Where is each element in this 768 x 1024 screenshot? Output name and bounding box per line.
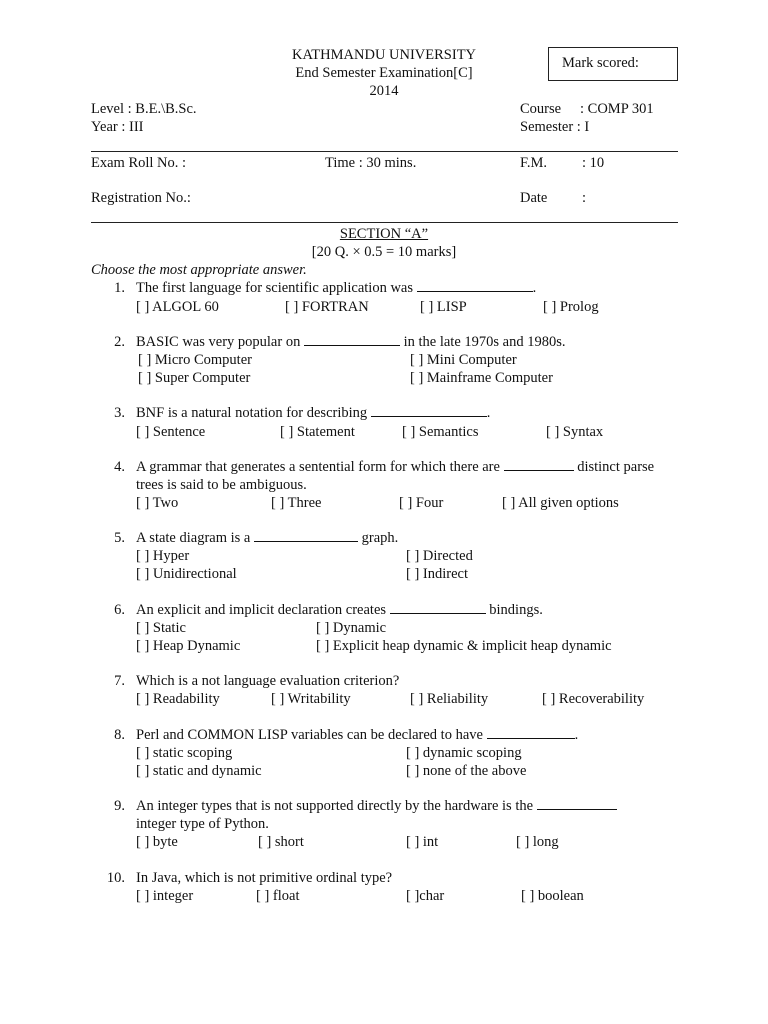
answer-option-checkbox[interactable]: [ ] int [406,834,439,850]
question-stem: The first language for scientific application was [136,280,414,296]
answer-option-checkbox[interactable]: [ ]char [406,888,445,904]
fm-label: F.M. [520,155,548,171]
question-stem-end: . [532,280,537,296]
answer-option-checkbox[interactable]: [ ] Dynamic [316,620,387,636]
date-label: Date [520,190,548,206]
divider-bottom [91,222,678,223]
question-text [136,529,398,547]
answer-option-checkbox[interactable]: [ ] Semantics [402,424,479,440]
fm-value: : 10 [582,155,605,171]
exam-roll-label: Exam Roll No. : [91,155,187,171]
course-value: : COMP 301 [580,101,654,117]
question-stem-end: . [574,727,579,743]
level-label: Level : B.E.\B.Sc. [91,101,197,117]
question-number: 1. [114,280,125,296]
answer-option-checkbox[interactable]: [ ] Unidirectional [136,566,237,582]
answer-option-checkbox[interactable]: [ ] FORTRAN [285,299,369,315]
question-stem-end: bindings. [489,602,543,618]
answer-option-checkbox[interactable]: [ ] short [258,834,304,850]
divider-top [91,151,678,152]
answer-option-checkbox[interactable]: [ ] Sentence [136,424,206,440]
course-label: Course [520,101,562,117]
answer-option-checkbox[interactable]: [ ] Prolog [543,299,599,315]
answer-blank[interactable] [390,601,486,614]
date-value: : [582,190,587,206]
answer-option-checkbox[interactable]: [ ] ALGOL 60 [136,299,219,315]
answer-blank[interactable] [504,458,574,471]
question-stem: BASIC was very popular on [136,334,301,350]
question-stem-end: graph. [361,530,399,546]
semester-label: Semester : I [520,119,590,135]
answer-option-checkbox[interactable]: [ ] Mini Computer [410,352,517,368]
year-label: Year : III [91,119,144,135]
answer-blank[interactable] [254,529,358,542]
question-number: 2. [114,334,125,350]
answer-option-checkbox[interactable]: [ ] Explicit heap dynamic & implicit heap dynamic [316,638,612,654]
question-stem: Which is a not language evaluation criterion? [136,673,400,689]
answer-option-checkbox[interactable]: [ ] Readability [136,691,220,707]
question-stem: Perl and COMMON LISP variables can be declared to have [136,727,483,743]
question-number: 5. [114,530,125,546]
answer-blank[interactable] [371,404,487,417]
answer-option-checkbox[interactable]: [ ] Two [136,495,179,511]
question-stem: A state diagram is a [136,530,251,546]
question-text [136,404,490,422]
question-number: 10. [106,870,125,886]
answer-option-checkbox[interactable]: [ ] Static [136,620,186,636]
question-number: 6. [114,602,125,618]
answer-option-checkbox[interactable]: [ ] Super Computer [138,370,251,386]
time-label: Time : 30 mins. [325,155,417,171]
registration-label: Registration No.: [91,190,191,206]
answer-option-checkbox[interactable]: [ ] Recoverability [542,691,645,707]
question-number: 4. [114,459,125,475]
answer-option-checkbox[interactable]: [ ] integer [136,888,194,904]
question-text [136,672,399,690]
section-marks: [20 Q. × 0.5 = 10 marks] [311,244,457,260]
question-text [136,458,654,476]
mark-scored-box [548,47,678,81]
answer-option-checkbox[interactable]: [ ] dynamic scoping [406,745,522,761]
answer-blank[interactable] [304,333,400,346]
question-text-continued: integer type of Python. [136,816,269,832]
answer-option-checkbox[interactable]: [ ] All given options [502,495,619,511]
answer-option-checkbox[interactable]: [ ] Writability [271,691,351,707]
answer-blank[interactable] [417,279,533,292]
question-text [136,333,565,351]
question-stem-end: distinct parse [577,459,655,475]
question-number: 9. [114,798,125,814]
answer-option-checkbox[interactable]: [ ] Statement [280,424,355,440]
question-text [136,601,543,619]
question-text-continued: trees is said to be ambiguous. [136,477,307,493]
question-stem-end: . [486,405,491,421]
question-text [136,279,536,297]
answer-option-checkbox[interactable]: [ ] Heap Dynamic [136,638,241,654]
question-text [136,797,617,815]
question-stem: An integer types that is not supported directly by the hardware is the [136,798,534,814]
exam-year: 2014 [369,83,399,99]
answer-option-checkbox[interactable]: [ ] boolean [521,888,584,904]
answer-option-checkbox[interactable]: [ ] Mainframe Computer [410,370,553,386]
question-number: 8. [114,727,125,743]
mark-scored-label: Mark scored: [562,55,639,71]
question-number: 7. [114,673,125,689]
section-title: SECTION “A” [339,226,429,242]
question-stem-end: in the late 1970s and 1980s. [403,334,566,350]
question-text [136,726,578,744]
answer-option-checkbox[interactable]: [ ] byte [136,834,178,850]
answer-option-checkbox[interactable]: [ ] static scoping [136,745,233,761]
answer-option-checkbox[interactable]: [ ] Three [271,495,322,511]
question-stem: In Java, which is not primitive ordinal type? [136,870,393,886]
question-stem: An explicit and implicit declaration creates [136,602,387,618]
answer-option-checkbox[interactable]: [ ] Four [399,495,444,511]
answer-option-checkbox[interactable]: [ ] Reliability [410,691,489,707]
question-stem: BNF is a natural notation for describing [136,405,368,421]
answer-option-checkbox[interactable]: [ ] long [516,834,559,850]
answer-option-checkbox[interactable]: [ ] LISP [420,299,467,315]
answer-option-checkbox[interactable]: [ ] static and dynamic [136,763,262,779]
answer-option-checkbox[interactable]: [ ] Indirect [406,566,468,582]
answer-blank[interactable] [487,726,575,739]
exam-title: End Semester Examination[C] [295,65,473,81]
answer-option-checkbox[interactable]: [ ] Hyper [136,548,190,564]
question-number: 3. [114,405,125,421]
question-stem: A grammar that generates a sentential form for which there are [136,459,500,475]
section-instruction: Choose the most appropriate answer. [91,262,307,278]
answer-option-checkbox[interactable]: [ ] Micro Computer [138,352,252,368]
answer-option-checkbox[interactable]: [ ] none of the above [406,763,527,779]
university-name: KATHMANDU UNIVERSITY [291,47,477,63]
answer-option-checkbox[interactable]: [ ] float [256,888,300,904]
answer-option-checkbox[interactable]: [ ] Directed [406,548,473,564]
question-text [136,869,392,887]
answer-blank[interactable] [537,797,617,810]
answer-option-checkbox[interactable]: [ ] Syntax [546,424,604,440]
